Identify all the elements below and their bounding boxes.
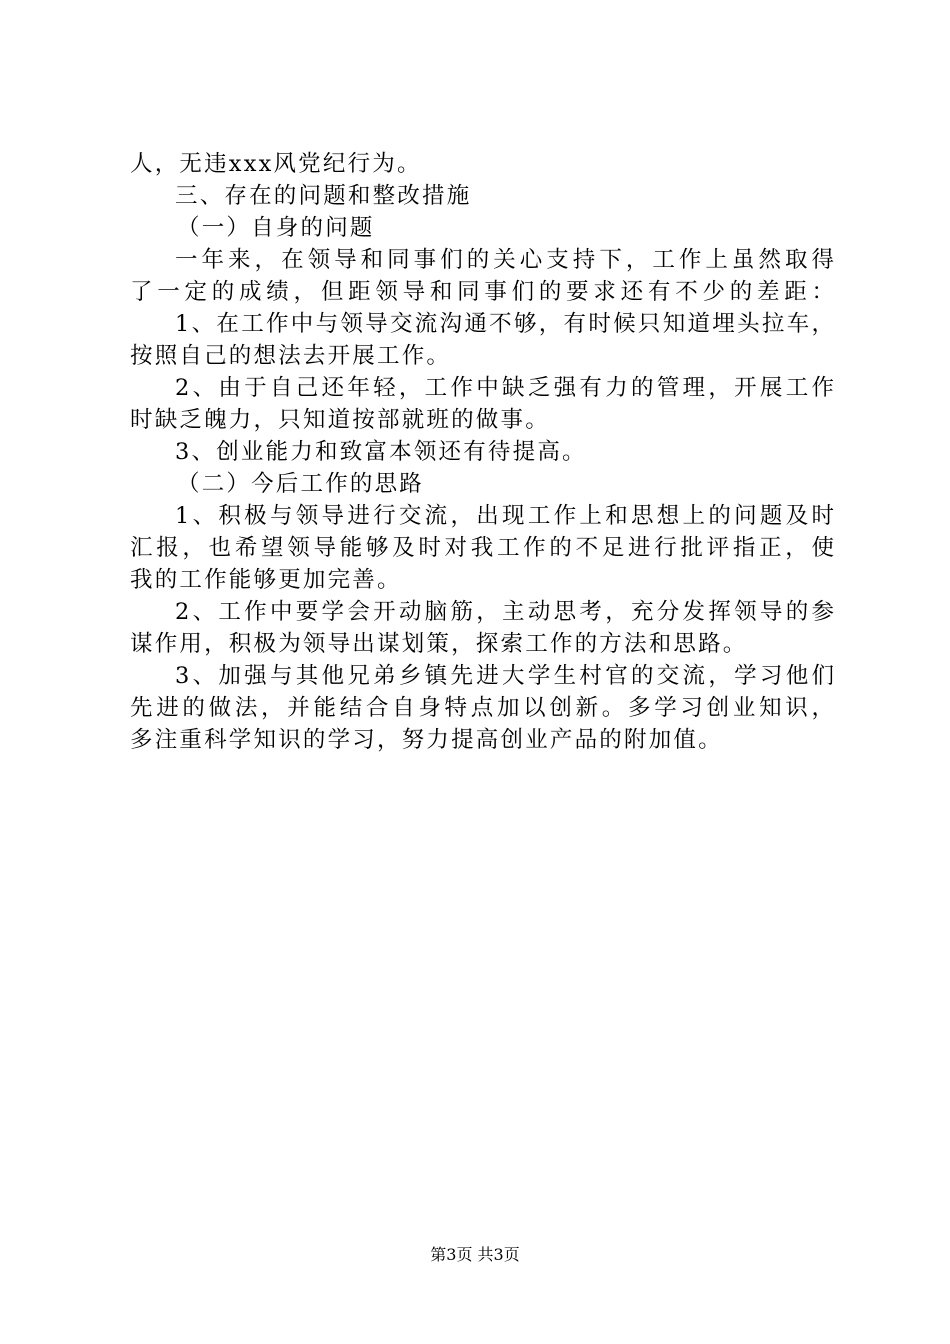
paragraph-line: 2、工作中要学会开动脑筋，主动思考，充分发挥领导的参: [175, 599, 834, 625]
page-number-footer: 第3页 共3页: [430, 1245, 520, 1264]
paragraph-line: 我的工作能够更加完善。: [130, 567, 402, 593]
paragraph-line: 谋作用，积极为领导出谋划策，探索工作的方法和思路。: [130, 631, 748, 657]
paragraph-line: 1、积极与领导进行交流，出现工作上和思想上的问题及时: [175, 503, 834, 529]
paragraph-line: 3、加强与其他兄弟乡镇先进大学生村官的交流，学习他们: [175, 663, 834, 689]
paragraph-line: 多注重科学知识的学习，努力提高创业产品的附加值。: [130, 727, 723, 753]
paragraph-line: 先进的做法，并能结合自身特点加以创新。多学习创业知识，: [130, 695, 834, 721]
paragraph-line: 2、由于自己还年轻，工作中缺乏强有力的管理，开展工作: [175, 375, 834, 401]
paragraph-line: 一年来，在领导和同事们的关心支持下，工作上虽然取得: [175, 247, 834, 273]
document-body: [130, 148, 834, 756]
subsection-heading: （一）自身的问题: [177, 215, 375, 241]
section-heading: 三、存在的问题和整改措施: [175, 183, 472, 209]
paragraph-line: 1、在工作中与领导交流沟通不够，有时候只知道埋头拉车，: [175, 311, 834, 337]
subsection-heading: （二）今后工作的思路: [177, 471, 425, 497]
paragraph-line: 了一定的成绩，但距领导和同事们的要求还有不少的差距：: [130, 279, 834, 305]
paragraph-line: 3、创业能力和致富本领还有待提高。: [175, 439, 587, 465]
paragraph-line: 按照自己的想法去开展工作。: [130, 343, 452, 369]
paragraph-line: 人，无违xxx风党纪行为。: [130, 151, 422, 177]
paragraph-line: 汇报，也希望领导能够及时对我工作的不足进行批评指正，使: [130, 535, 834, 561]
paragraph-line: 时缺乏魄力，只知道按部就班的做事。: [130, 407, 550, 433]
